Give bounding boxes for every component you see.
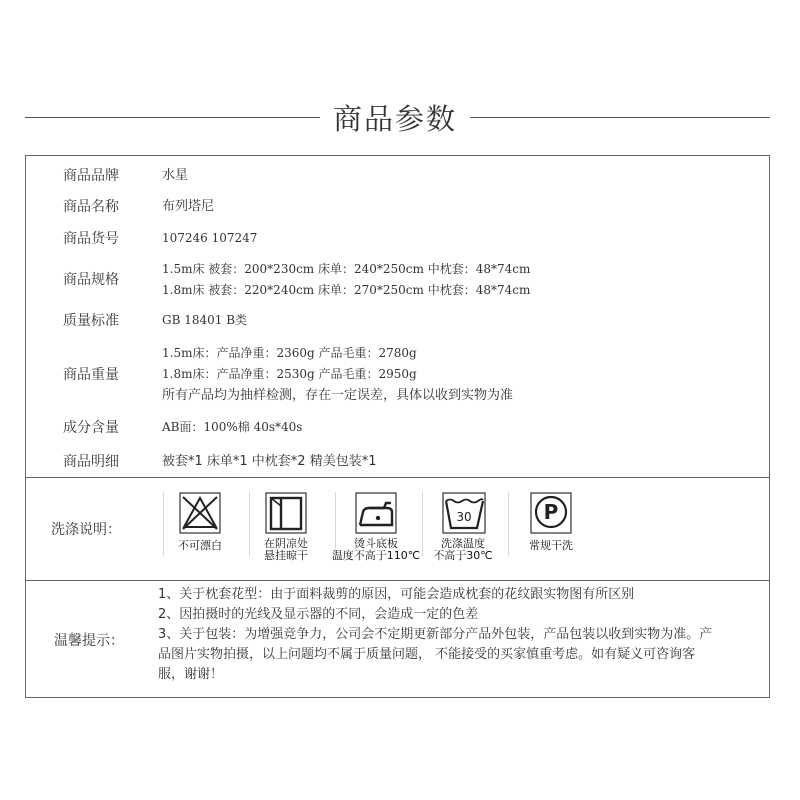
spec-value: 被套*1 床单*1 中枕套*2 精美包装*1 (162, 454, 377, 469)
care-line-dry (255, 492, 317, 564)
divider (422, 492, 423, 556)
care-iron (331, 492, 421, 564)
spec-value-line: 1.5m床 被套：200*230cm 床单：240*250cm 中枕套：48*74cm (162, 262, 531, 276)
spec-label: 商品重量 (63, 367, 119, 383)
wash-30-icon (442, 492, 486, 534)
wash-temp-number: 30 (456, 510, 472, 524)
tips-label: 温馨提示： (54, 633, 124, 649)
spec-value: AB面：100%棉 40s*40s (162, 420, 303, 434)
spec-label: 商品货号 (63, 231, 119, 247)
divider (508, 492, 509, 556)
tips-body (158, 585, 760, 685)
care-no-bleach (169, 492, 231, 564)
spec-value: 布列塔尼 (162, 199, 215, 214)
tip-line: 3、关于包装：为增强竞争力，公司会不定期更新部分产品外包装，产品包装以收到实物为准。产 (158, 627, 713, 642)
spec-label: 商品明细 (63, 454, 119, 470)
washing-section (25, 478, 770, 581)
care-caption: 洗涤温度 (441, 537, 485, 550)
spec-value-line: 1.8m床：产品净重：2530g 产品毛重：2950g (162, 367, 417, 381)
care-caption: 不可漂白 (178, 539, 222, 552)
spec-value-line: 所有产品均为抽样检测，存在一定误差，具体以收到实物为准 (162, 388, 514, 403)
spec-value: 107246 107247 (162, 231, 258, 245)
care-caption: 常规干洗 (529, 539, 573, 552)
care-caption: 温度不高于110℃ (331, 549, 421, 562)
care-caption: 烫斗底板 (354, 537, 398, 550)
spec-label: 商品品牌 (63, 168, 119, 184)
spec-label: 商品规格 (63, 272, 119, 288)
no-bleach-icon (179, 492, 221, 534)
tip-line: 服，谢谢！ (158, 667, 224, 682)
care-caption: 悬挂晾干 (264, 549, 308, 562)
spec-value: 水星 (162, 168, 189, 183)
header-rule-left (25, 117, 320, 118)
washing-label: 洗涤说明： (51, 522, 121, 538)
spec-label: 成分含量 (63, 420, 119, 436)
tip-line: 品图片实物拍摄，以上问题均不属于质量问题， 不能接受的买家慎重考虑。如有疑义可咨询客 (158, 647, 696, 662)
care-dry-clean (520, 492, 582, 564)
tips-section (25, 581, 770, 698)
spec-value: GB 18401 B类 (162, 313, 248, 327)
iron-low-icon (355, 492, 397, 534)
care-caption: 不高于30℃ (433, 549, 493, 562)
specs-table (25, 155, 770, 478)
spec-value-line: 1.8m床 被套：220*240cm 床单：270*250cm 中枕套：48*74cm (162, 283, 531, 297)
header-rule-right (470, 117, 770, 118)
spec-value-line: 1.5m床：产品净重：2360g 产品毛重：2780g (162, 346, 417, 360)
dry-clean-p-icon (530, 492, 572, 534)
page-title: 商品参数 (332, 102, 457, 136)
tip-line: 2、因拍摄时的光线及显示器的不同，会造成一定的色差 (158, 607, 479, 622)
line-dry-shade-icon (265, 492, 307, 534)
tip-line: 1、关于枕套花型：由于面料裁剪的原因，可能会造成枕套的花纹跟实物图有所区别 (158, 587, 635, 602)
dry-clean-letter: P (543, 500, 559, 524)
spec-label: 商品名称 (63, 199, 119, 215)
care-caption: 在阴凉处 (264, 537, 308, 550)
care-wash-temp (432, 492, 494, 564)
spec-label: 质量标准 (63, 313, 119, 329)
